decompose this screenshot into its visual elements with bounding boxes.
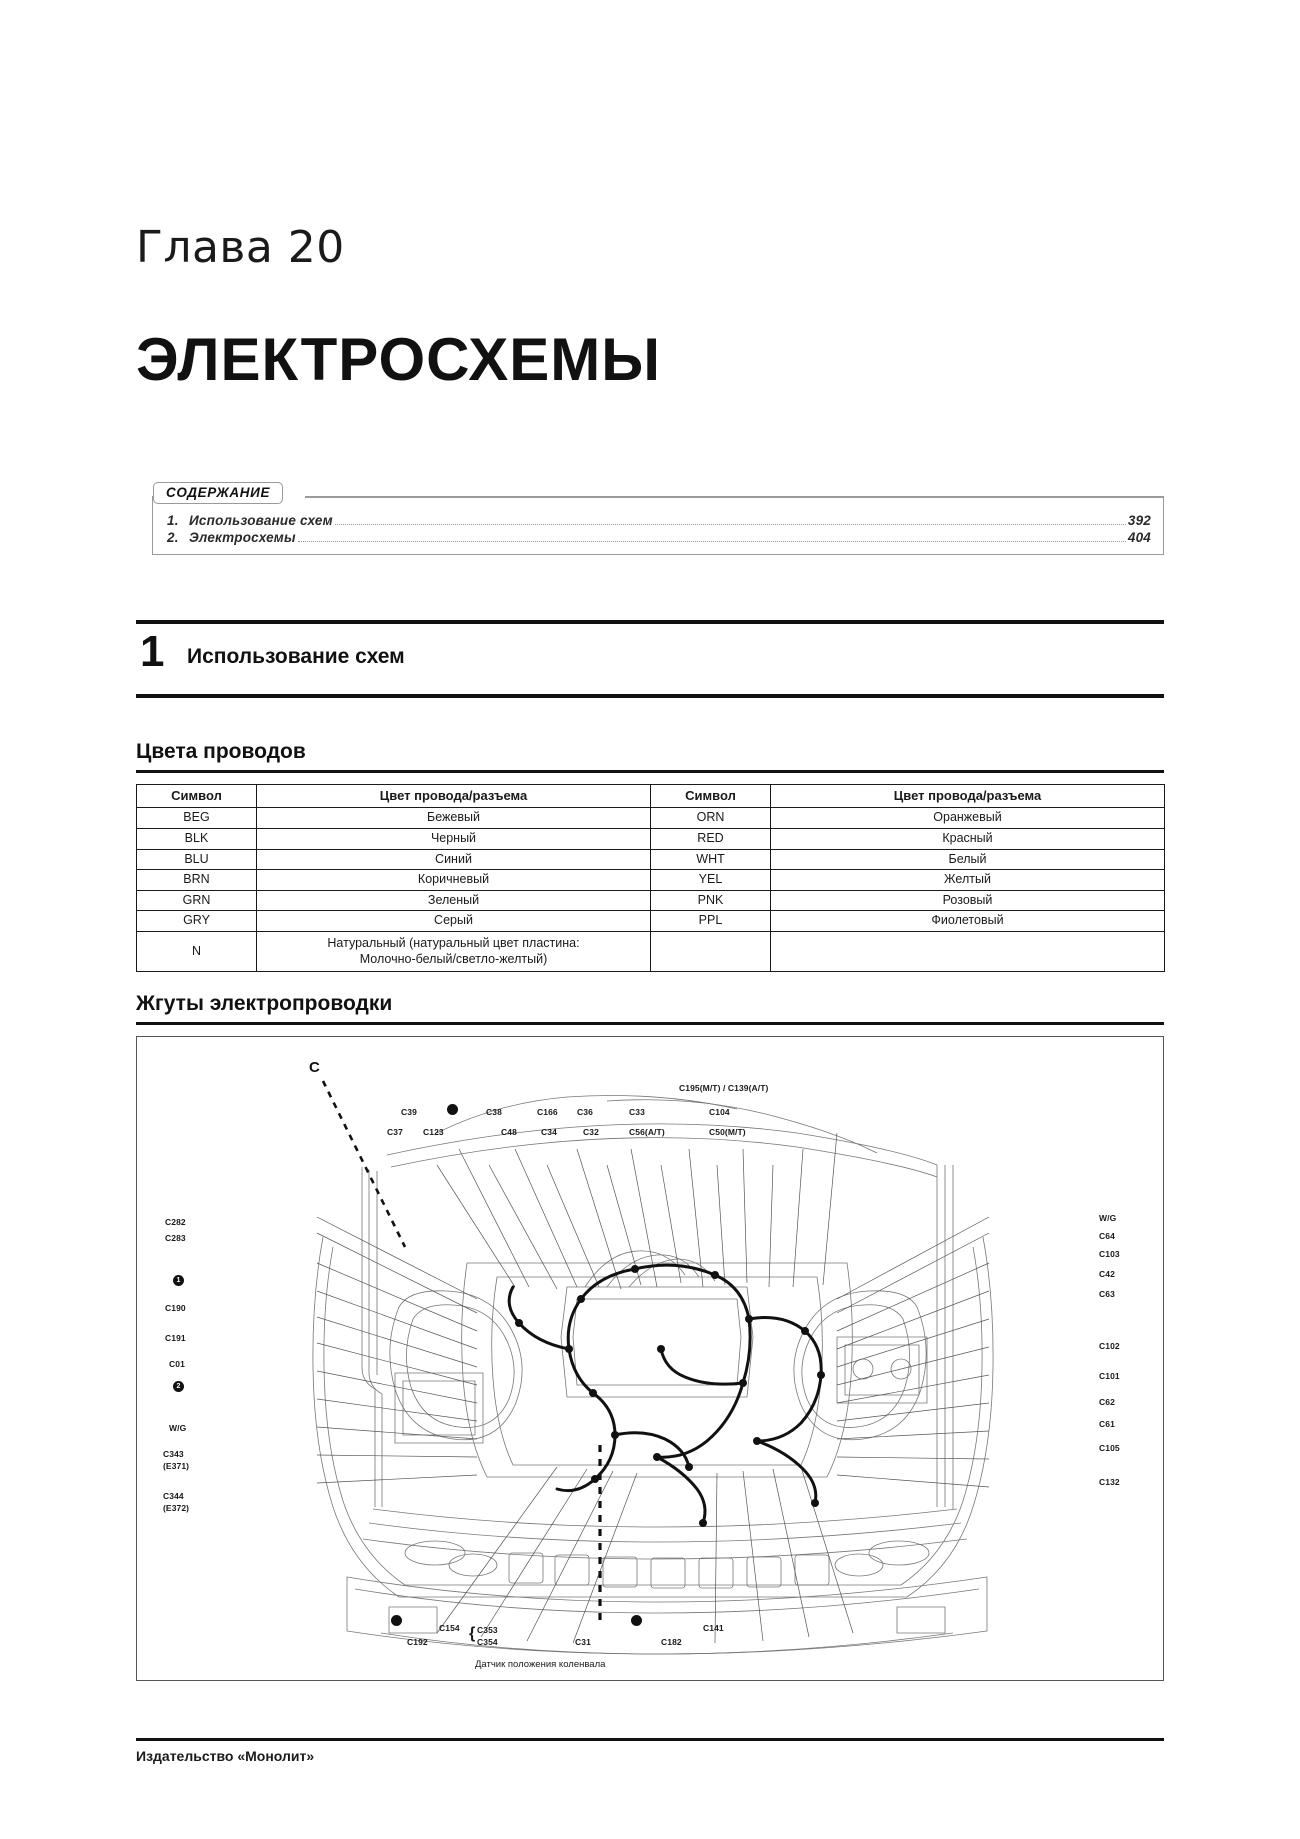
toc-leader-dots [335,514,1126,525]
page-title: ЭЛЕКТРОСХЕМЫ [136,326,661,393]
column-header-symbol-left: Символ [137,785,257,808]
connector-label-c192: C192 [407,1637,428,1647]
connector-label-c190: C190 [165,1303,186,1313]
table-row [137,808,1165,829]
connector-label-c343: C343 [163,1449,184,1459]
table-header-row [137,785,1165,808]
connector-label-c48: C48 [501,1127,517,1137]
section-title: Использование схем [187,645,405,668]
connector-label-c123: C123 [423,1127,444,1137]
cell-symbol: BLU [137,849,257,870]
connector-label-c103: C103 [1099,1249,1120,1259]
connector-label-c36: C36 [577,1107,593,1117]
cell-symbol: WHT [651,849,771,870]
connector-label-c39: C39 [401,1107,417,1117]
toc-leader-dots [298,531,1126,542]
section-rule-bottom [136,694,1164,698]
brace-icon: { [469,1625,476,1642]
toc-top-rule-right [305,496,1163,498]
cell-symbol: N [137,932,257,972]
cell-color: Фиолетовый [771,911,1165,932]
subheading-harnesses: Жгуты электропроводки [136,992,393,1015]
wire-colors-table [136,784,1165,972]
connector-sublabel-e372: (E372) [163,1503,190,1513]
connector-label-c104: C104 [709,1107,730,1117]
connector-label-c283: C283 [165,1233,186,1243]
column-header-symbol-right: Символ [651,785,771,808]
connector-label-c63: C63 [1099,1289,1115,1299]
table-of-contents [152,485,1164,555]
toc-item[interactable] [161,529,1155,546]
connector-label-c32: C32 [583,1127,599,1137]
toc-tab-label: СОДЕРЖАНИЕ [153,482,283,504]
section-number: 1 [140,627,165,676]
connector-dot-icon [391,1615,402,1626]
connector-label-c56-at: C56(A/T) [629,1127,665,1137]
cell-color: Синий [257,849,651,870]
connector-label-c34: C34 [541,1127,557,1137]
connector-label-c166: C166 [537,1107,558,1117]
cell-color: Серый [257,911,651,932]
cell-color-empty [771,932,1165,972]
diagram-caption-crank-sensor: Датчик положения коленвала [475,1659,606,1670]
cell-symbol: BEG [137,808,257,829]
subheading-rule [136,770,1164,773]
connector-label-c182: C182 [661,1637,682,1647]
footer-rule [136,1738,1164,1741]
table-row [137,849,1165,870]
toc-item-number: 1. [167,513,179,528]
connector-label-c191: C191 [165,1333,186,1343]
natural-line-2: Молочно-белый/светло-желтый) [359,951,548,966]
cell-symbol: YEL [651,870,771,891]
natural-line-1: Натуральный (натуральный цвет пластина: [327,935,580,950]
connector-label-c31: C31 [575,1637,591,1647]
connector-label-c37: C37 [387,1127,403,1137]
toc-box [152,485,1164,555]
connector-dot-icon [447,1104,458,1115]
cell-color: Бежевый [257,808,651,829]
subheading-rule [136,1022,1164,1025]
toc-item-page: 392 [1127,513,1151,528]
cell-color-natural [257,932,651,972]
connector-label-c141: C141 [703,1623,724,1633]
connector-label-c344: C344 [163,1491,184,1501]
footer-publisher: Издательство «Монолит» [136,1748,315,1764]
table-row [137,911,1165,932]
toc-item-title: Использование схем [189,513,333,528]
cell-symbol-empty [651,932,771,972]
connector-label-c154: C154 [439,1623,460,1633]
wire-label-wg-right: W/G [1099,1213,1117,1223]
cell-color: Зеленый [257,890,651,911]
connector-label-c105: C105 [1099,1443,1120,1453]
column-header-color-left: Цвет провода/разъема [257,785,651,808]
cell-symbol: BRN [137,870,257,891]
connector-label-c353: C353 [477,1625,498,1635]
table-row [137,828,1165,849]
connector-label-c354: C354 [477,1637,498,1647]
cell-symbol: GRN [137,890,257,911]
column-header-color-right: Цвет провода/разъема [771,785,1165,808]
callout-bullet-1-icon: 1 [173,1275,184,1286]
table-row-natural [137,932,1165,972]
connector-label-c64: C64 [1099,1231,1115,1241]
connector-label-c62: C62 [1099,1397,1115,1407]
toc-item[interactable] [161,512,1155,529]
cell-color: Желтый [771,870,1165,891]
connector-label-c282: C282 [165,1217,186,1227]
connector-label-c50-mt: C50(M/T) [709,1127,746,1137]
connector-dot-icon [631,1615,642,1626]
cell-color: Коричневый [257,870,651,891]
cell-color: Оранжевый [771,808,1165,829]
diagram-marker-c: C [309,1059,320,1076]
wire-label-wg-left: W/G [169,1423,187,1433]
connector-label-c195-c139: C195(M/T) / C139(A/T) [679,1083,769,1093]
cell-color: Красный [771,828,1165,849]
connector-label-c101: C101 [1099,1371,1120,1381]
cell-symbol: RED [651,828,771,849]
section-rule-top [136,620,1164,624]
callout-bullet-2-icon: 2 [173,1381,184,1392]
connector-label-c61: C61 [1099,1419,1115,1429]
toc-item-title: Электросхемы [189,530,296,545]
cell-symbol: PNK [651,890,771,911]
cell-color: Черный [257,828,651,849]
cell-color: Белый [771,849,1165,870]
connector-label-c01: C01 [169,1359,185,1369]
cell-symbol: BLK [137,828,257,849]
connector-label-c42: C42 [1099,1269,1115,1279]
cell-symbol: GRY [137,911,257,932]
subheading-wire-colors: Цвета проводов [136,740,306,763]
table-row [137,870,1165,891]
toc-item-page: 404 [1127,530,1151,545]
connector-label-c102: C102 [1099,1341,1120,1351]
connector-label-c38: C38 [486,1107,502,1117]
connector-sublabel-e371: (E371) [163,1461,190,1471]
chapter-label: Глава 20 [136,222,345,273]
cell-symbol: PPL [651,911,771,932]
toc-item-number: 2. [167,530,179,545]
engine-bay-harness-diagram [136,1036,1164,1681]
cell-color: Розовый [771,890,1165,911]
cell-symbol: ORN [651,808,771,829]
connector-label-c132: C132 [1099,1477,1120,1487]
connector-label-c33: C33 [629,1107,645,1117]
table-row [137,890,1165,911]
